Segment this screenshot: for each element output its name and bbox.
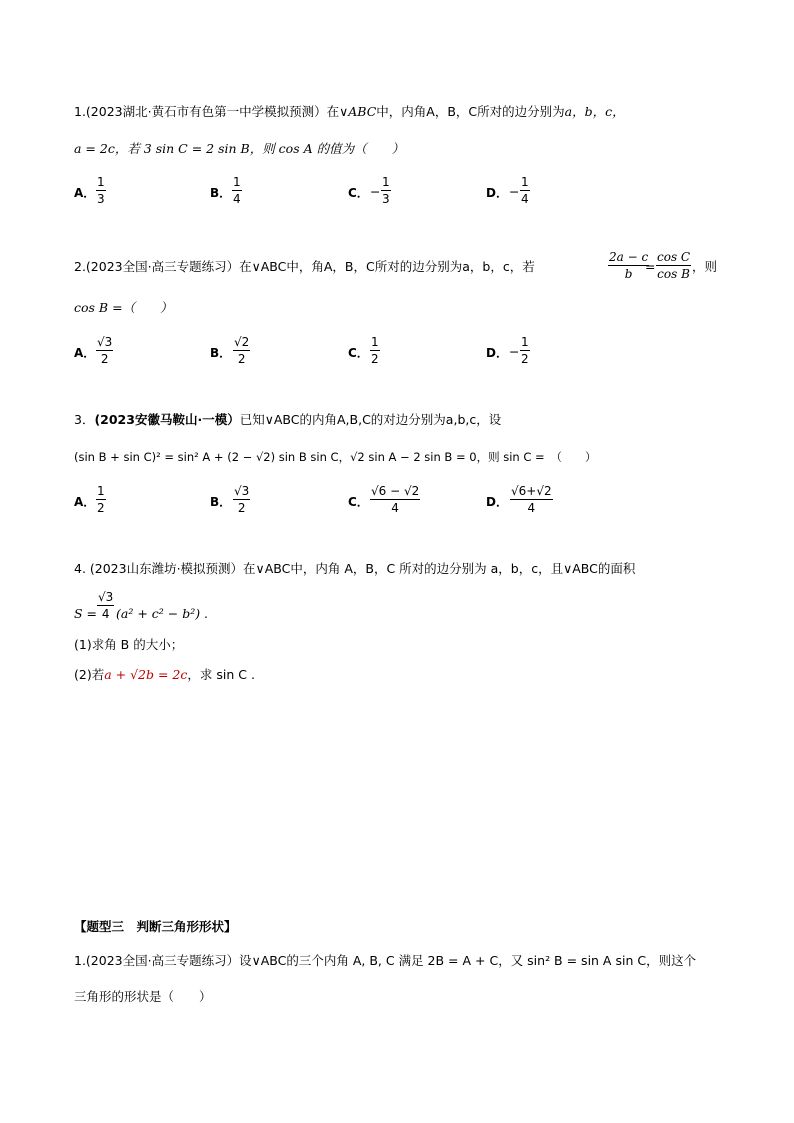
q4-line2-prefix: S =	[74, 606, 98, 621]
q2-line2: cos B =（ ）	[74, 300, 173, 315]
q1-option-a-value: 1 3	[97, 175, 105, 206]
q1-option-a-label: A．	[74, 186, 96, 200]
q2-option-c-label: C．	[348, 346, 369, 360]
s3-q1-line1: 1.(2023全国·高三专题练习）设∨ABC的三个内角 A, B, C 满足 2B = A + C，又 sin² B = sin A sin C，则这个	[74, 953, 697, 968]
q3-option-b-label: B．	[210, 495, 232, 509]
q1-option-d-value: 1 4	[521, 175, 529, 206]
q1-option-b-value: 1 4	[233, 175, 241, 206]
q1-option-d-label: D．	[486, 186, 508, 200]
q2-option-c-value: 1 2	[371, 335, 379, 366]
q1-line2: a = 2c，若 3 sin C = 2 sin B，则 cos A 的值为（ ）	[74, 141, 405, 156]
q4-sub2: (2)若a + √2b = 2c，求 sin C .	[74, 667, 255, 682]
q3-line2: (sin B + sin C)² = sin² A + (2 − √2) sin B sin C，√2 sin A − 2 sin B = 0，则 sin C = （ ）	[74, 450, 597, 464]
q1-line1: 1.(2023湖北·黄石市有色第一中学模拟预测）在∨ABC中，内角A，B，C所对的边分别为a，b，c，	[74, 104, 625, 119]
q4-line2-rest: (a² + c² − b²) .	[116, 606, 209, 621]
q1-option-c-label: C．	[348, 186, 369, 200]
q3-option-c-label: C．	[348, 495, 369, 509]
q2-equals: =	[645, 259, 656, 274]
q3-line1: 3．(2023安徽马鞍山·一模）已知∨ABC的内角A,B,C的对边分别为a,b,c，设	[74, 412, 502, 427]
q2-line1-end: ，则	[692, 259, 718, 274]
q1-option-b-label: B．	[210, 186, 232, 200]
q2-option-a-label: A．	[74, 346, 96, 360]
q3-option-d-label: D．	[486, 495, 508, 509]
q2-fraction-right: cos C cos B	[657, 250, 691, 281]
q2-option-d-label: D．	[486, 346, 508, 360]
q4-area-coefficient: √3 4	[98, 590, 114, 621]
q3-option-d-value: √6+√2 4	[511, 484, 552, 515]
s3-q1-line2: 三角形的形状是（ ）	[74, 989, 212, 1004]
q3-option-a-label: A．	[74, 495, 96, 509]
q2-option-b-value: √2 2	[234, 335, 250, 366]
q2-fraction-left: 2a − c b	[609, 250, 649, 281]
q1-option-d-sign: −	[509, 184, 520, 199]
q2-option-d-value: 1 2	[521, 335, 529, 366]
section-heading: 【题型三 判断三角形形状】	[74, 919, 237, 934]
q1-option-c-sign: −	[370, 184, 381, 199]
q3-option-b-value: √3 2	[234, 484, 250, 515]
q3-option-a-value: 1 2	[97, 484, 105, 515]
q2-option-b-label: B．	[210, 346, 232, 360]
q1-option-c-value: 1 3	[382, 175, 390, 206]
q2-option-a-value: √3 2	[97, 335, 113, 366]
q2-line1: 2.(2023全国·高三专题练习）在∨ABC中，角A，B，C所对的边分别为a，b，c，若	[74, 259, 535, 274]
q4-line1: 4. (2023山东潍坊·模拟预测）在∨ABC中，内角 A，B，C 所对的边分别为 a，b，c，且∨ABC的面积	[74, 561, 636, 576]
q4-sub1: (1)求角 B 的大小；	[74, 637, 184, 652]
q2-option-d-sign: −	[509, 344, 520, 359]
q3-option-c-value: √6 − √2 4	[371, 484, 420, 515]
